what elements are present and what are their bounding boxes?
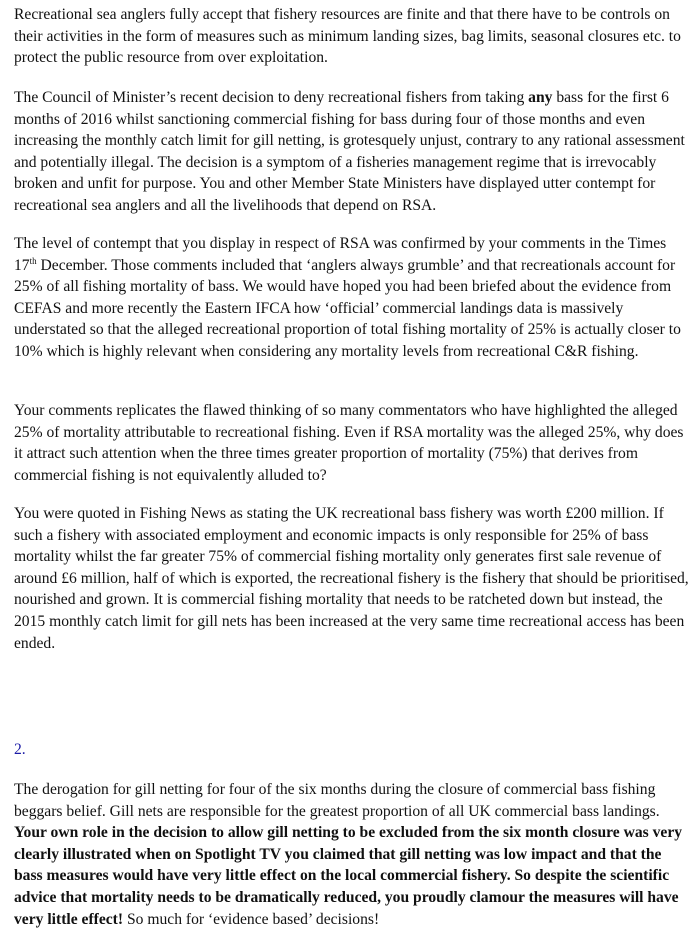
paragraph-text-start: The Council of Minister’s recent decision to deny recreational fishers from taking [14, 89, 529, 106]
paragraph-council-decision [14, 87, 692, 217]
paragraph-gill-netting-derogation [14, 779, 692, 930]
paragraph-limits-accepted [14, 4, 692, 69]
section-number: 2. [14, 741, 26, 758]
paragraph-flawed-thinking [14, 400, 692, 486]
ordinal-suffix: th [29, 255, 37, 266]
paragraph-text-end: So much for ‘evidence based’ decisions! [123, 910, 380, 928]
paragraph-text-end: December. Those comments included that ‘anglers always grumble’ and that recreationals account for 25% of all fishing mortality of bass. We would have hoped you had been briefed about the evidence from CEFAS and more recently the Eastern IFCA how ‘official’ commercial landings data is massively understated so that the alleged recreational proportion of total fishing mortality of 25% is actually closer to 10% which is highly relevant when considering any mortality levels from recreational C&R fishing. [14, 256, 681, 360]
paragraph-text-end: bass for the first 6 months of 2016 whilst sanctioning commercial fishing for bass during four of those months and even increasing the monthly catch limit for gill netting, is grotesquely unjust, contrary to any rational assessment and potentially illegal. The decision is a symptom of a fisheries management regime that is irrevocably broken and unfit for purpose. You and other Member State Ministers have displayed utter contempt for recreational sea anglers and all the livelihoods that depend on RSA. [14, 89, 685, 214]
emphasis-any: any [528, 89, 553, 106]
paragraph-text: Your comments replicates the flawed thinking of so many commentators who have highlighted the alleged 25% of mortality attributable to recreational fishing. Even if RSA mortality was the alleged 25%, why does it attract such attention when the three times greater proportion of mortality (75%) that derives from commercial fishing is not equivalently alluded to? [14, 402, 684, 484]
paragraph-text-start: The level of contempt that you display in respect of RSA was confirmed by your comments in the Times 17 [14, 235, 667, 274]
paragraph-text: You were quoted in Fishing News as stating the UK recreational bass fishery was worth £200 million. If such a fishery with associated employment and economic impacts is only responsible for 25% of bass mortality whilst the far greater 75% of commercial fishing mortality only generates first sale revenue of around £6 million, half of which is exported, the recreational fishery is the fishery that should be prioritised, nourished and grown. It is commercial fishing mortality that needs to be ratcheted down but instead, the 2015 monthly catch limit for gill nets has been increased at the very same time recreational access has been ended. [14, 505, 689, 652]
paragraph-text: Recreational sea anglers fully accept that fishery resources are finite and that there have to be controls on their activities in the form of measures such as minimum landing sizes, bag limits, seasonal closures etc. to protect the public resource from over exploitation. [14, 6, 681, 67]
paragraph-level-of-contempt [14, 233, 692, 363]
paragraph-fishery-value [14, 503, 692, 654]
emphasis-spotlight-tv: Your own role in the decision to allow gill netting to be excluded from the six month closure was very clearly illustrated when on Spotlight TV you claimed that gill netting was low impact and that the bass measures would have very little effect on the local commercial fishery. So despite the scientific advice that mortality needs to be dramatically reduced, you proudly clamour the measures will have very little effect! [14, 824, 683, 928]
paragraph-text-start: The derogation for gill netting for four of the six months during the closure of commercial bass fishing beggars belief. Gill nets are responsible for the greatest proportion of all UK commercial bass landings. [14, 781, 660, 820]
